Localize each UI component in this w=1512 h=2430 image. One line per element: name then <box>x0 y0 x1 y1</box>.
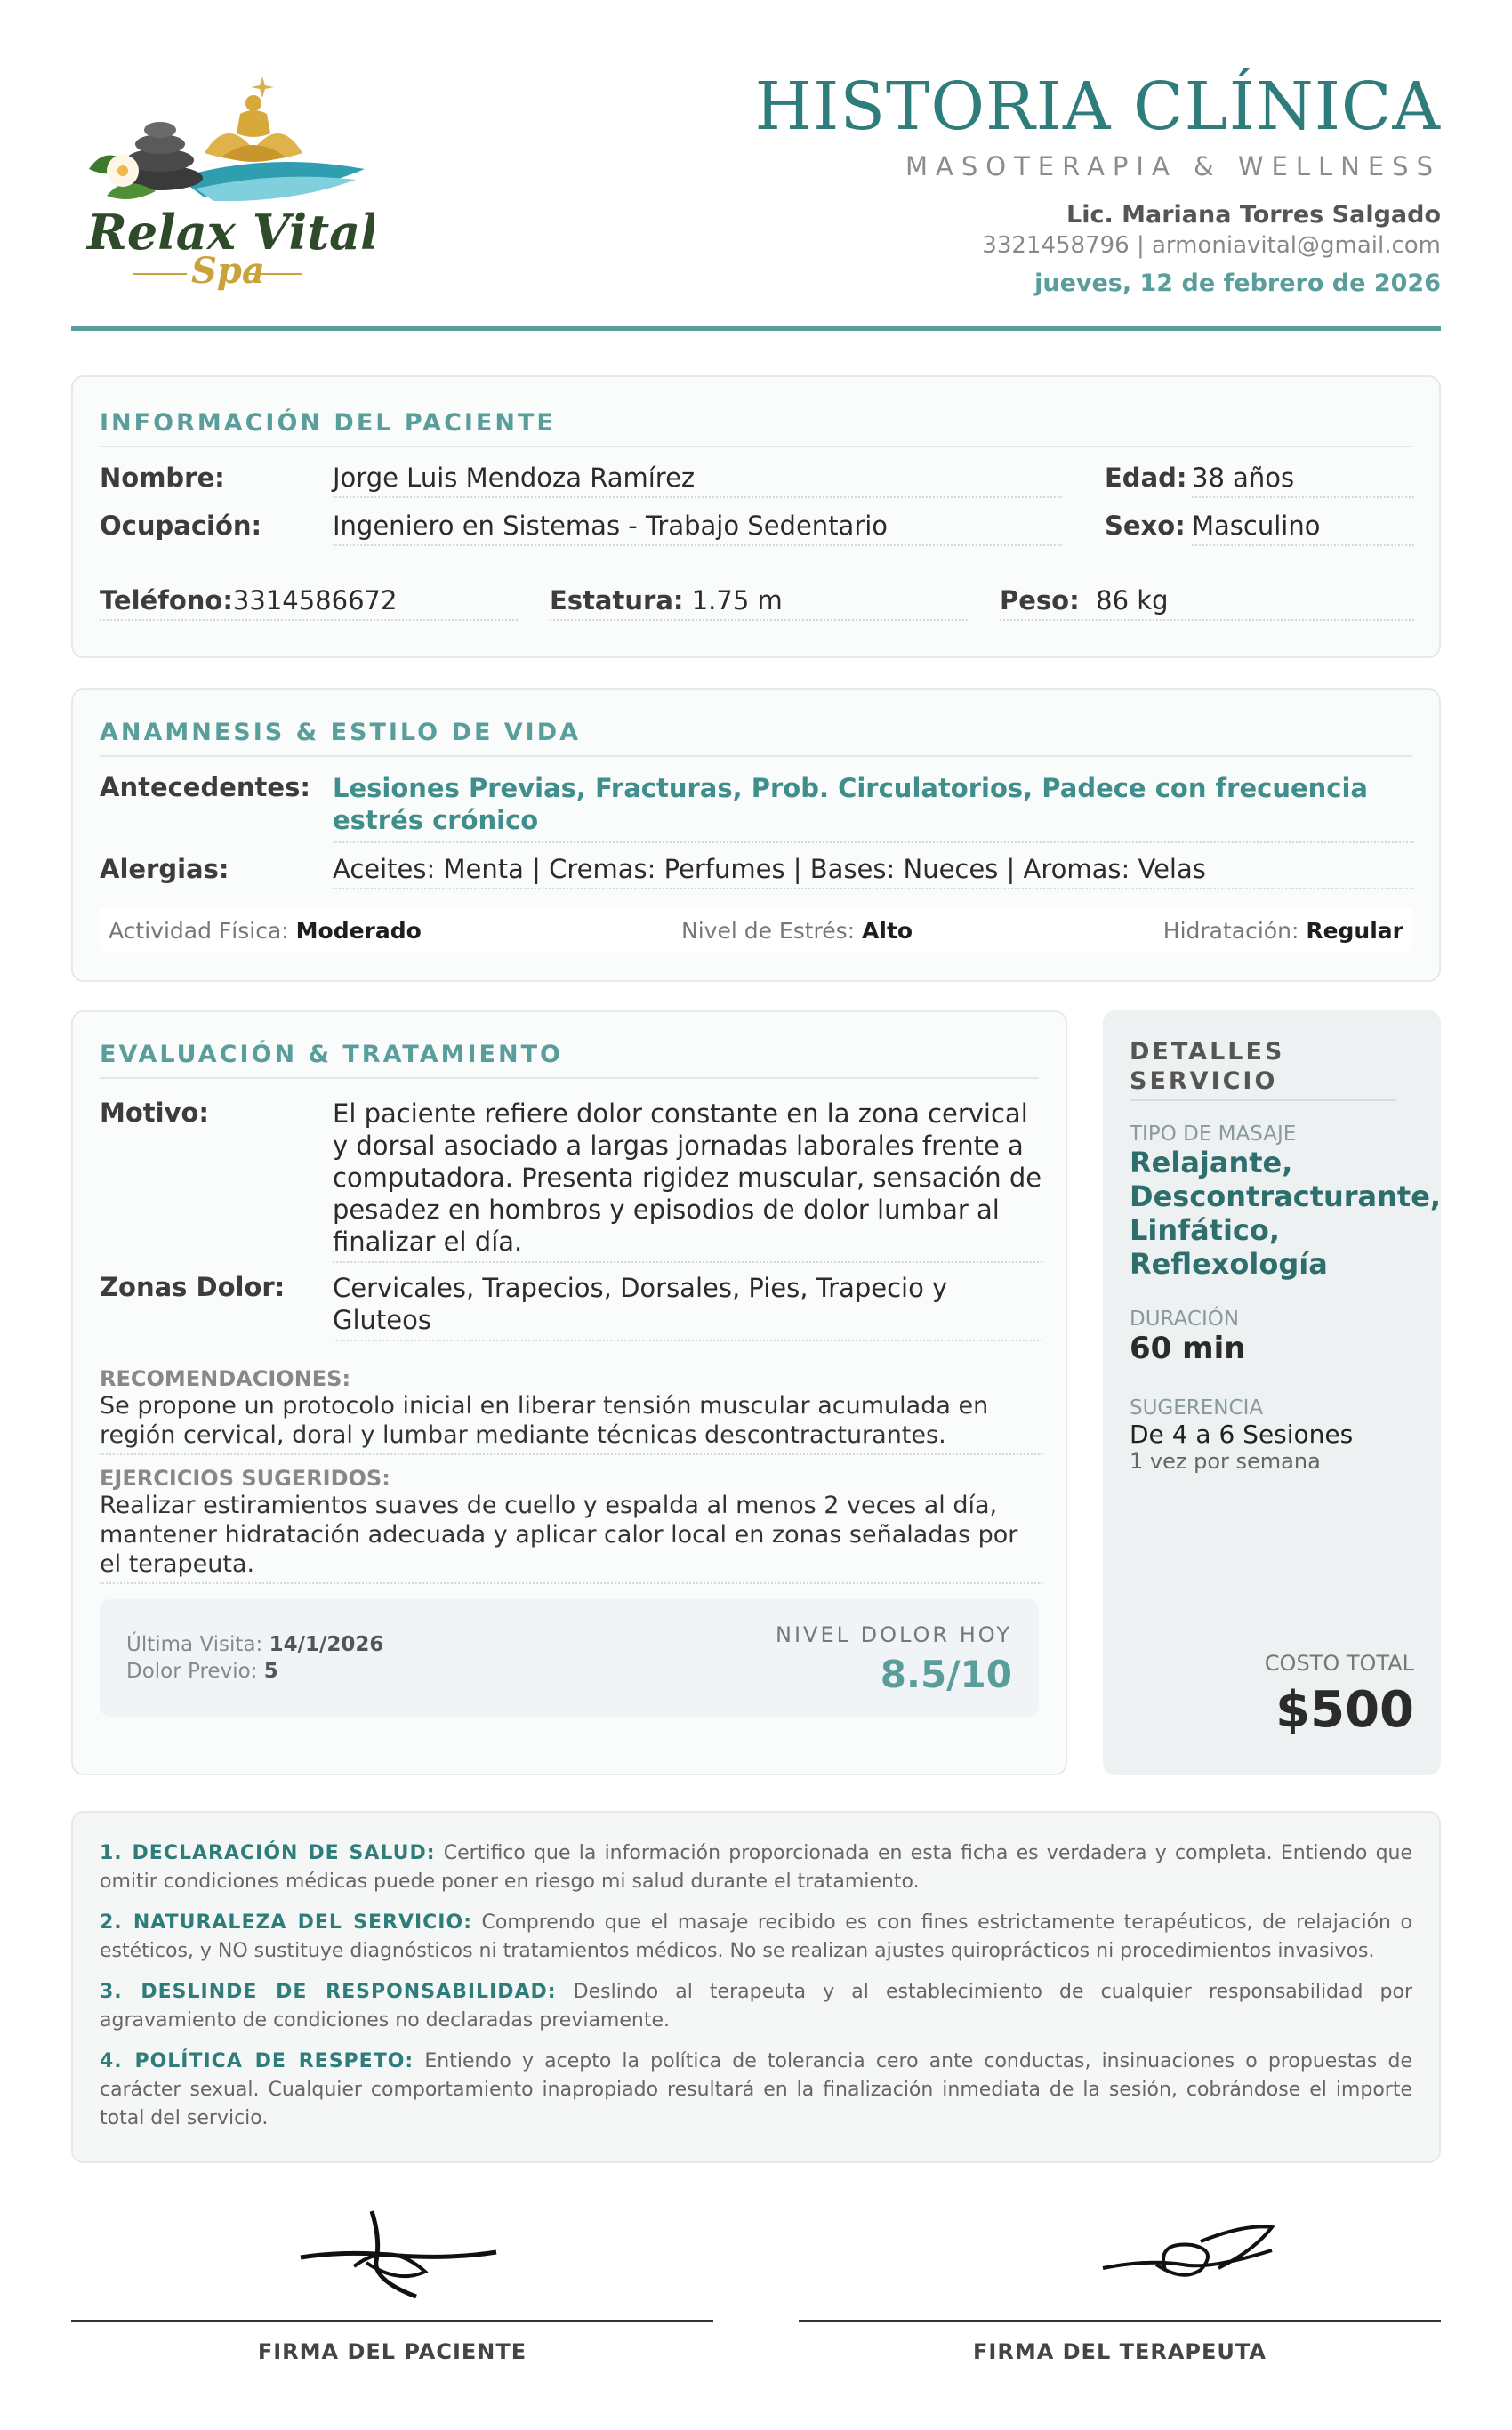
reason-label-row <box>100 1098 209 1128</box>
pain-today-label: NIVEL DOLOR HOY <box>776 1622 1012 1647</box>
spa-logo <box>71 71 374 294</box>
weight-label: Peso: <box>1000 585 1080 616</box>
cost-value: $500 <box>1275 1681 1414 1739</box>
sex-label-row <box>1105 511 1186 541</box>
age-field <box>1192 463 1414 498</box>
age-value: 38 años <box>1192 463 1295 493</box>
anamnesis-card <box>71 688 1441 982</box>
allergies-label: Alergias: <box>100 854 229 884</box>
duration-value: 60 min <box>1130 1331 1246 1366</box>
therapist-signature-image <box>1094 2215 1290 2286</box>
consent-item-text: Entiendo y acepto la política de tolerancia cero ante conductas, insinuaciones o propuestas de carácter sexual. Cualquier comportamiento inapropiado resultará en la finalización inmediata de la sesión, cobrándose el importe total del servicio. <box>100 2050 1412 2129</box>
height-label: Estatura: <box>550 585 684 616</box>
last-visit-value: 14/1/2026 <box>269 1633 384 1656</box>
height-value: 1.75 m <box>691 585 783 616</box>
sex-label: Sexo: <box>1105 511 1186 541</box>
title-block <box>755 64 1441 297</box>
history-label: Antecedentes: <box>100 772 310 802</box>
massage-type-value: Relajante, Descontracturante, Linfático, Reflexología <box>1130 1146 1442 1281</box>
reason-label: Motivo: <box>100 1098 210 1128</box>
service-card <box>1103 1010 1441 1775</box>
patient-signature-image <box>292 2204 505 2302</box>
hydration-item <box>1163 918 1403 944</box>
previous-pain <box>126 1660 278 1683</box>
patient-info-card <box>71 375 1441 658</box>
last-visit-label: Última Visita: <box>126 1633 263 1656</box>
suggestion-label: SUGERENCIA <box>1130 1396 1264 1420</box>
therapist-name: Lic. Mariana Torres Salgado <box>1066 201 1441 229</box>
occupation-field <box>333 511 1062 546</box>
cost-label: COSTO TOTAL <box>1264 1651 1414 1676</box>
evaluation-card <box>71 1010 1067 1775</box>
height-field <box>550 585 968 621</box>
therapist-signature-label: FIRMA DEL TERAPEUTA <box>973 2339 1267 2364</box>
consent-item-title: 2. NATURALEZA DEL SERVICIO: <box>100 1911 472 1934</box>
duration-label: DURACIÓN <box>1130 1308 1240 1331</box>
weight-value: 86 kg <box>1096 585 1169 616</box>
exercises-block <box>100 1466 1042 1584</box>
exercises-text: Realizar estiramientos suaves de cuello y espalda al menos 2 veces al día, mantener hidratación adecuada y aplicar calor local en zonas señaladas por el terapeuta. <box>100 1492 1018 1578</box>
activity-item <box>109 918 422 944</box>
recommendations-label: RECOMENDACIONES: <box>100 1366 351 1391</box>
allergies-label-row <box>100 854 229 884</box>
prev-pain-value: 5 <box>263 1660 278 1683</box>
therapist-signature-line <box>799 2320 1441 2322</box>
patient-signature-label: FIRMA DEL PACIENTE <box>257 2339 527 2364</box>
consent-item-text: Comprendo que el masaje recibido es con fines estrictamente terapéuticos, de relajación o estéticos, y NO sustituye diagnósticos ni tratamientos médicos. No se realizan ajustes quiroprácticos ni procedimientos invasivos. <box>100 1911 1412 1962</box>
consent-item-text: Deslindo al terapeuta y al establecimiento de cualquier responsabilidad por agravamiento de condiciones no declaradas previamente. <box>100 1981 1412 2032</box>
consent-card <box>71 1811 1441 2163</box>
last-visit <box>126 1633 383 1656</box>
brand-sub: Spa <box>191 250 265 292</box>
allergies-value: Aceites: Menta | Cremas: Perfumes | Bases: Nueces | Aromas: Velas <box>333 854 1206 884</box>
therapist-contact: 3321458796 | armoniavital@gmail.com <box>982 232 1441 259</box>
section-title: INFORMACIÓN DEL PACIENTE <box>100 409 1412 447</box>
weight-field <box>1000 585 1414 621</box>
prev-pain-label: Dolor Previo: <box>126 1660 258 1683</box>
zones-label: Zonas Dolor: <box>100 1272 286 1302</box>
activity-value: Moderado <box>295 918 422 944</box>
consent-item-title: 1. DECLARACIÓN DE SALUD: <box>100 1842 436 1864</box>
section-title: ANAMNESIS & ESTILO DE VIDA <box>100 719 1412 757</box>
massage-type-label: TIPO DE MASAJE <box>1130 1122 1297 1146</box>
history-field <box>333 772 1414 843</box>
name-label-row <box>100 463 225 493</box>
allergies-field <box>333 854 1414 889</box>
age-label: Edad: <box>1105 463 1187 493</box>
name-value: Jorge Luis Mendoza Ramírez <box>333 463 696 493</box>
consent-item-title: 3. DESLINDE DE RESPONSABILIDAD: <box>100 1981 557 2003</box>
recommendations-text: Se propone un protocolo inicial en liberar tensión muscular acumulada en región cervical, doral y lumbar mediante técnicas descontracturantes. <box>100 1392 989 1449</box>
consent-item <box>100 1839 1412 1896</box>
stress-value: Alto <box>862 918 913 944</box>
sex-value: Masculino <box>1192 511 1321 541</box>
zones-field <box>333 1272 1042 1341</box>
record-date: jueves, 12 de febrero de 2026 <box>1034 270 1441 297</box>
zones-value: Cervicales, Trapecios, Dorsales, Pies, Trapecio y Gluteos <box>333 1273 948 1335</box>
header <box>71 0 1441 331</box>
section-title: EVALUACIÓN & TRATAMIENTO <box>100 1041 1039 1079</box>
occupation-label-row <box>100 511 261 541</box>
stress-label: Nivel de Estrés: <box>681 918 856 944</box>
consent-item <box>100 1978 1412 2035</box>
phone-value: 3314586672 <box>232 585 398 616</box>
zones-label-row <box>100 1272 285 1302</box>
reason-field <box>333 1098 1042 1263</box>
lifestyle-bar <box>100 907 1412 952</box>
hydration-value: Regular <box>1306 918 1403 944</box>
history-label-row <box>100 772 310 802</box>
patient-signature-line <box>71 2320 713 2322</box>
recommendations-block <box>100 1366 1042 1455</box>
document-subtitle: MASOTERAPIA & WELLNESS <box>905 151 1441 181</box>
history-value: Lesiones Previas, Fracturas, Prob. Circulatorios, Padece con frecuencia estrés crónico <box>333 773 1368 835</box>
pain-today-value: 8.5/10 <box>880 1653 1012 1696</box>
name-field <box>333 463 1062 498</box>
hydration-label: Hidratación: <box>1162 918 1299 944</box>
consent-item-text: Certifico que la información proporcionada en esta ficha es verdadera y completa. Entiendo que omitir condiciones médicas puede poner en riesgo mi salud durante el tratamiento. <box>100 1842 1413 1893</box>
occupation-label: Ocupación: <box>100 511 262 541</box>
clinical-record-page <box>71 0 1442 2364</box>
exercises-label: EJERCICIOS SUGERIDOS: <box>100 1466 390 1491</box>
brand-name: Relax Vital <box>87 204 374 261</box>
pain-summary-box <box>100 1599 1039 1717</box>
age-label-row <box>1105 463 1187 493</box>
document-title: HISTORIA CLÍNICA <box>754 68 1441 145</box>
service-title: DETALLES SERVICIO <box>1130 1037 1396 1101</box>
phone-label: Teléfono: <box>100 585 233 616</box>
consent-item-title: 4. POLÍTICA DE RESPETO: <box>100 2050 414 2072</box>
activity-label: Actividad Física: <box>109 918 289 944</box>
sex-field <box>1192 511 1414 546</box>
phone-field <box>100 585 518 621</box>
consent-item <box>100 1909 1412 1966</box>
stress-item <box>681 918 913 944</box>
name-label: Nombre: <box>100 463 225 493</box>
suggestion-value: De 4 a 6 Sesiones <box>1130 1420 1354 1449</box>
reason-value: El paciente refiere dolor constante en la zona cervical y dorsal asociado a largas jornadas laborales frente a computadora. Presenta rigidez muscular, sensación de pesadez en hombros y episodios de dolor lumbar al finalizar el día. <box>333 1098 1042 1257</box>
occupation-value: Ingeniero en Sistemas - Trabajo Sedentario <box>333 511 889 541</box>
frequency-value: 1 vez por semana <box>1130 1449 1321 1474</box>
consent-item <box>100 2048 1412 2133</box>
